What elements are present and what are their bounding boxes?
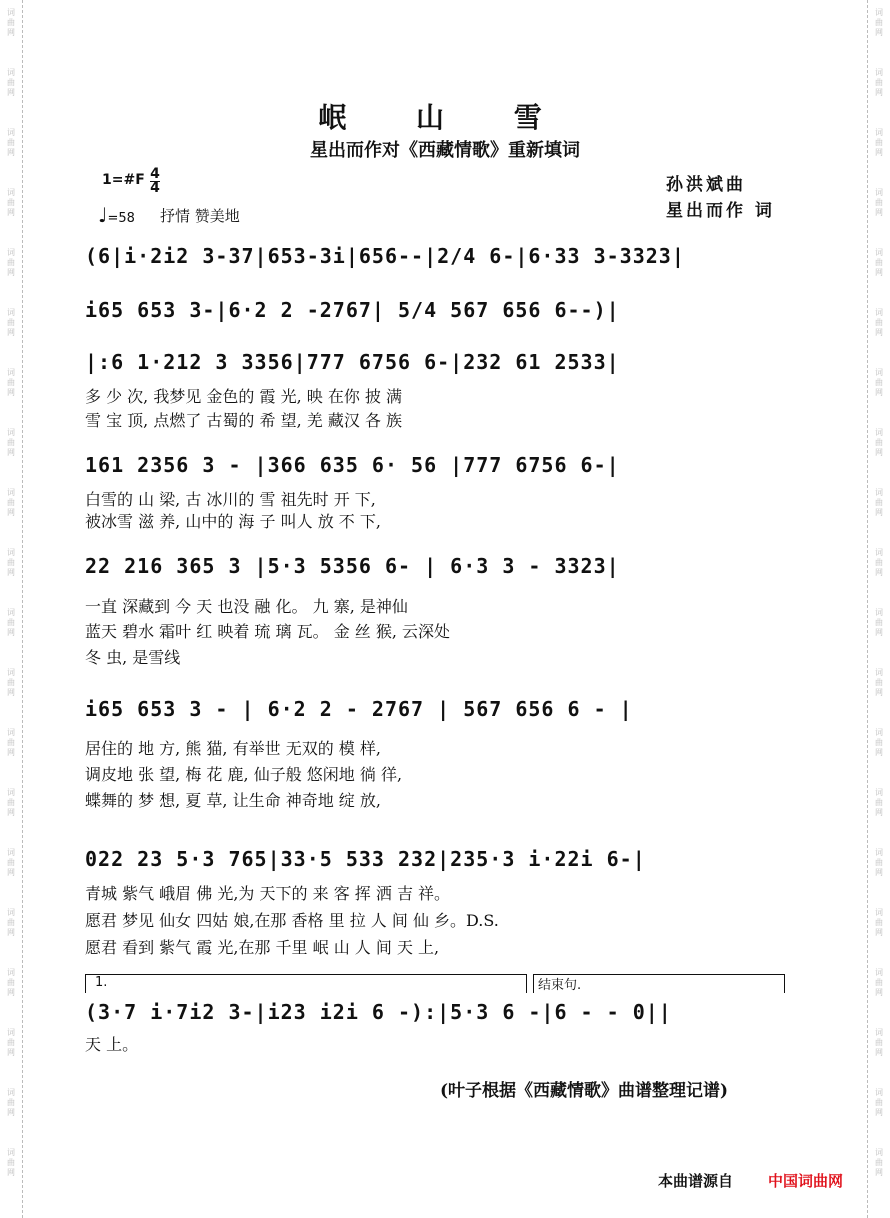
watermark-text: 词 曲 网: [7, 548, 15, 577]
song-subtitle: 星出而作对《西藏情歌》重新填词: [310, 140, 580, 161]
watermark-text: 词 曲 网: [7, 308, 15, 337]
lyric-line-5a: 一直 深藏到 今 天 也没 融 化。 九 寨, 是神仙: [85, 597, 408, 616]
watermark-text: 词 曲 网: [875, 488, 883, 517]
watermark-text: 词 曲 网: [875, 968, 883, 997]
lyric-line-8: 天 上。: [85, 1035, 139, 1054]
lyric-line-4a: 白雪的 山 梁, 古 冰川的 雪 祖先时 开 下,: [85, 490, 376, 509]
watermark-text: 词 曲 网: [875, 608, 883, 637]
watermark-text: 词 曲 网: [875, 1028, 883, 1057]
watermark-text: 词 曲 网: [875, 1088, 883, 1117]
watermark-text: 词 曲 网: [875, 368, 883, 397]
tempo-marking: [98, 203, 135, 227]
source-label: 本曲谱源自: [658, 1172, 734, 1190]
watermark-text: 词 曲 网: [7, 488, 15, 517]
time-signature-bottom: 4: [150, 180, 160, 196]
music-line-1: (6|i·2i2 3-37|653-3i|656--|2/4 6-|6·33 3-3323|: [85, 244, 685, 268]
watermark-text: 词 曲 网: [875, 428, 883, 457]
watermark-text: 词 曲 网: [875, 308, 883, 337]
watermark-text: 词 曲 网: [7, 248, 15, 277]
watermark-text: 词 曲 网: [7, 128, 15, 157]
watermark-text: 词 曲 网: [875, 188, 883, 217]
music-line-5: 22 216 365 3 |5·3 5356 6- | 6·3 3 - 3323|: [85, 554, 620, 578]
lyric-line-7b: 愿君 梦见 仙女 四姑 娘,在那 香格 里 拉 人 间 仙 乡。D.S.: [85, 911, 499, 930]
watermark-text: 词 曲 网: [875, 788, 883, 817]
ending-label: 结束句.: [538, 978, 582, 993]
watermark-text: 词 曲 网: [875, 68, 883, 97]
music-line-8: (3·7 i·7i2 3-|i23 i2i 6 -):|5·3 6 -|6 - - 0||: [85, 1000, 672, 1024]
watermark-text: 词 曲 网: [7, 668, 15, 697]
volta-label: 1.: [95, 975, 108, 990]
watermark-text: 词 曲 网: [7, 788, 15, 817]
quarter-note-icon: ♩: [98, 203, 108, 227]
lyric-line-3b: 雪 宝 顶, 点燃了 古蜀的 希 望, 羌 藏汉 各 族: [85, 411, 403, 430]
time-signature-top: 4: [150, 166, 160, 182]
music-line-2: i65 653 3-|6·2 2 -2767| 5/4 567 656 6--)|: [85, 298, 620, 322]
watermark-text: 词 曲 网: [875, 728, 883, 757]
watermark-text: 词 曲 网: [7, 968, 15, 997]
watermark-text: 词 曲 网: [7, 908, 15, 937]
watermark-text: 词 曲 网: [7, 1148, 15, 1177]
watermark-text: 词 曲 网: [7, 368, 15, 397]
music-line-4: 161 2356 3 - |366 635 6· 56 |777 6756 6-|: [85, 453, 620, 477]
watermark-text: 词 曲 网: [7, 1088, 15, 1117]
watermark-text: 词 曲 网: [7, 8, 15, 37]
watermark-text: 词 曲 网: [875, 1148, 883, 1177]
watermark-text: 词 曲 网: [7, 608, 15, 637]
key-signature: 1=#F: [102, 172, 145, 188]
tempo-value: =58: [107, 211, 135, 226]
watermark-text: 词 曲 网: [7, 68, 15, 97]
watermark-text: 词 曲 网: [7, 848, 15, 877]
watermark-text: 词 曲 网: [875, 128, 883, 157]
composer-credit: 孙洪斌曲: [666, 175, 746, 195]
expression-marking: 抒情 赞美地: [160, 207, 240, 225]
watermark-text: 词 曲 网: [875, 248, 883, 277]
watermark-text: 词 曲 网: [875, 8, 883, 37]
lyric-line-3a: 多 少 次, 我梦见 金色的 霞 光, 映 在你 披 满: [85, 387, 403, 406]
lyric-line-5b: 蓝天 碧水 霜叶 红 映着 琉 璃 瓦。 金 丝 猴, 云深处: [85, 622, 451, 641]
music-line-7: 022 23 5·3 765|33·5 533 232|235·3 i·22i 6-|: [85, 847, 646, 871]
transcription-credit: (叶子根据《西藏情歌》曲谱整理记谱): [440, 1081, 729, 1101]
lyric-line-7a: 青城 紫气 峨眉 佛 光,为 天下的 来 客 挥 洒 吉 祥。: [85, 884, 451, 903]
time-signature: [150, 168, 160, 195]
watermark-text: 词 曲 网: [7, 728, 15, 757]
volta-bracket: [85, 974, 527, 993]
lyric-line-5c: 冬 虫, 是雪线: [85, 648, 181, 667]
watermark-text: 词 曲 网: [875, 668, 883, 697]
watermark-text: 词 曲 网: [7, 1028, 15, 1057]
source-site-link[interactable]: 中国词曲网: [768, 1172, 844, 1190]
watermark-text: 词 曲 网: [875, 548, 883, 577]
watermark-text: 词 曲 网: [7, 428, 15, 457]
song-title: 岷 山 雪: [318, 101, 572, 134]
watermark-text: 词 曲 网: [7, 188, 15, 217]
lyric-line-7c: 愿君 看到 紫气 霞 光,在那 千里 岷 山 人 间 天 上,: [85, 938, 440, 957]
lyric-line-4b: 被冰雪 滋 养, 山中的 海 子 叫人 放 不 下,: [85, 512, 381, 531]
watermark-text: 词 曲 网: [875, 908, 883, 937]
lyric-line-6b: 调皮地 张 望, 梅 花 鹿, 仙子般 悠闲地 徜 徉,: [85, 765, 403, 784]
lyric-line-6a: 居住的 地 方, 熊 猫, 有举世 无双的 模 样,: [85, 739, 381, 758]
music-line-3: |:6 1·212 3 3356|777 6756 6-|232 61 2533|: [85, 350, 620, 374]
lyricist-credit: 星出而作 词: [666, 201, 775, 221]
watermark-text: 词 曲 网: [875, 848, 883, 877]
music-line-6: i65 653 3 - | 6·2 2 - 2767 | 567 656 6 - |: [85, 697, 633, 721]
lyric-line-6c: 蝶舞的 梦 想, 夏 草, 让生命 神奇地 绽 放,: [85, 791, 381, 810]
